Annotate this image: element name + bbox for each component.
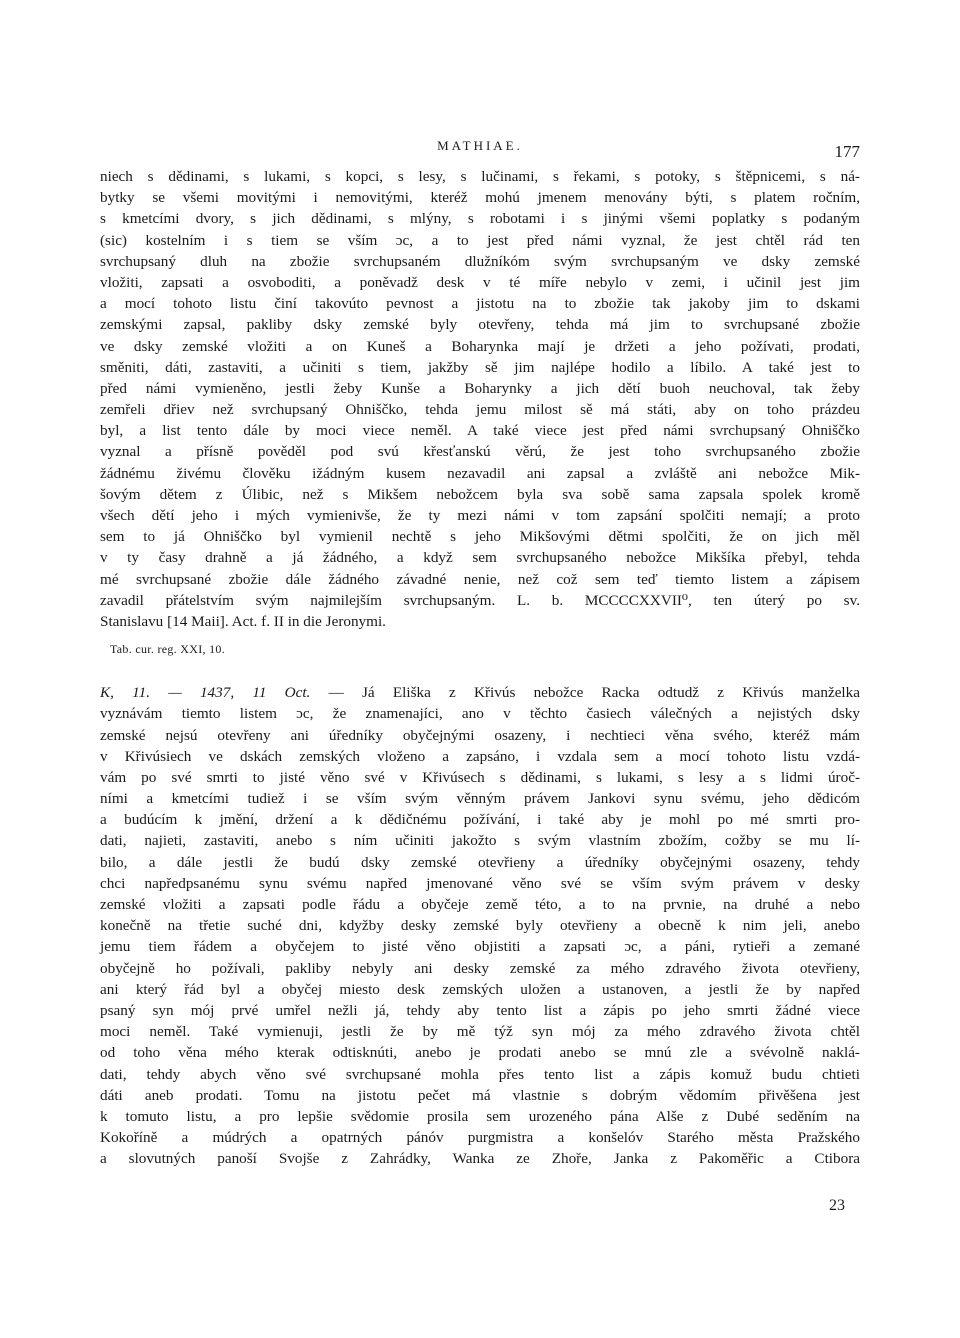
text-line: dáti aneb prodati. Tomu na jistotu pečet má vlastnie s dobrým vědomím přivěšena jest [100,1086,860,1104]
document-b-first-line [100,682,860,703]
text-line: ani který řád byl a obyčej miesto desk zemských uložen a ustanoven, a jestli že by napřed [100,980,860,998]
text-line: obyčejně ho požívali, pakliby nebyly ani desky zemské za mého zdravého života otevřieny, [100,959,860,977]
text-line: Stanislavu [14 Maii]. Act. f. II in die Jeronymi. [100,612,386,630]
page-number: 177 [834,142,860,161]
text-line: mé svrchupsané zbožie dále žádného závadné nenie, než což sem teď tiemto listem a zápisem [100,570,860,588]
text-line: (sic) kostelním i s tiem se vším ɔc, a to jest před námi vyznal, že jest chtěl rád ten [100,231,860,249]
text-line: zavadil přátelstvím svým najmilejším svrchupsaným. L. b. MCCCCXXVII⁰, ten úterý po sv. [100,591,860,609]
text-line: dati, tehdy abych věno své svrchupsané mohla přes tento list a zápis komuž budu chtieti [100,1065,860,1083]
text-line: zemřeli dřiev než svrchupsaný Ohniščko, tehda jemu milost sě má státi, aby on toho prázdeu [100,401,860,419]
text-line: sem to já Ohniščko byl vymienil nechtě s jeho Mikšovými dětmi spolčiti, že on jich měl [100,528,860,546]
document-b-first-line-rest: — Já Eliška z Křivús nebožce Racka odtudž z Křivús manželka [310,684,860,702]
text-line: zemskými zapsal, pakliby dsky zemské byly otevřeny, tehda má jim to svrchupsané zbožie [100,316,860,334]
text-line: Kokoříně a múdrých a opatrných pánóv purgmistra a konšelóv Starého města Pražského [100,1129,860,1147]
text-line: před námi vymieněno, jestli žeby Kunše a Boharynky a jich dětí buoh neuchoval, tak žeby [100,379,860,397]
section-spacer [100,660,860,682]
text-line: s kmetcími dvory, s jich dědinami, s mlýny, s robotami i s jinými všemi poplatky s podaným [100,210,860,228]
running-head [100,136,860,166]
text-line: a slovutných panoší Svojše z Zahrádky, Wanka ze Zhoře, Janka z Pakoměřic a Ctibora [100,1150,860,1168]
text-line: šovým dětem z Úlibic, než s Mikšem nebožcem byla sva sobě sama zapsala spolek kromě [100,485,860,503]
text-line: svrchupsaný dluh na zbožie svrchupsaném dlužníkóm svým svrchupsaným ve dsky zemské [100,252,860,270]
signature-mark: 23 [829,1197,845,1214]
running-title: MATHIAE. [437,138,523,153]
text-line: psaný syn mój prvé umřel nežli já, tehdy aby tento list a zápis po jeho smrti žádné viece [100,1001,860,1019]
text-line: směniti, dáti, zastaviti, a učiniti s tiem, jakžby sě jim najlépe hodilo a líbilo. A také jest to [100,358,860,376]
text-line: vyznávám tiemto listem ɔc, že znamenajíci, ano v těchto časiech válečných a nejistých dsky [100,705,860,723]
document-b-text [100,703,860,1169]
text-line: jemu tiem řádem a obyčejem to jisté věno objistiti a zapsati ɔc, a páni, rytieři a zemané [100,938,860,956]
text-line: žádnému živému člověku ižádným kusem nezavadil ani zapsal a zvláště ani nebožce Mik- [100,464,860,482]
source-note: Tab. cur. reg. XXI, 10. [110,642,226,657]
text-line: moci neměl. Také vymienuji, jestli že by mě týž syn mój za mého zdravého života chtěl [100,1023,860,1041]
text-line: byl, a list tento dále by moci viece neměl. A také viece jest před námi svrchupsaný Ohniščko [100,422,860,440]
text-line: ve dsky zemské vložiti a on Kuneš a Boharynka mají je držeti a jeho požívati, prodati, [100,337,860,355]
text-line: zemské nejsú otevřeny ani úředníky obyčejnými osazeny, i nechtieci věna svého, kteréž mám [100,726,860,744]
text-line: zemské vložiti a zapsati podle řádu a obyčeje země této, a to na prvnie, na druhé a nebo [100,896,860,913]
text-line: chci napředpsanému synu svému napřed jmenované věno své se vším svým právem v desky [100,874,860,892]
text-line: k tomuto listu, a pro lepšie svědomie prosila sem urozeného pána Alše z Dubé seděním na [100,1107,860,1125]
text-line: vám po své smrti to jisté věno své v Křivúsech s dědinami, s lukami, s lesy a s lidmi úroč- [100,768,860,786]
text-line: bilo, a dále jestli že budú dsky zemské otevřieny a úředníky obyčejnými osazeny, tehdy [100,853,860,871]
text-line: dati, najieti, zastaviti, anebo s ním učiniti jakožto s svým vlastním zbožím, cožby se mu lí- [100,832,860,850]
text-line: v Křivúsiech ve dskách zemských vloženo a zapsáno, i vzdala sem a mocí tohoto listu vzdá- [100,747,860,765]
text-line: v ty časy drahně a já žádného, a když sem svrchupsaného nebožce Mikšíka přebyl, tehda [100,549,860,567]
text-line: ními a kmetcími tudiež i se vším svým věnným právem Jankovi synu svému, jeho dědicóm [100,790,860,808]
text-line: od toho věna mého kterak odtisknúti, anebo je prodati anebo se mnú zle a svévolně naklá- [100,1044,860,1062]
text-line: všech dětí jeho i mých vymienivše, že ty mezi námi v tom zapsání spolčiti nemají; a proto [100,507,860,524]
text-line: a mocí tohoto listu činí takovúto pevnost a jistotu na to zbožie tak jakoby jim to dskami [100,295,860,313]
document-b-heading: K, 11. — 1437, 11 Oct. [100,684,311,702]
text-line: bytky se všemi movitými i nemovitými, kteréž mohú jmenem menovány býti, s platem ročním, [100,189,860,207]
document-a-text [100,166,860,632]
text-line: vložiti, zapsati a osvoboditi, a poněvadž desk v té míře nebylo v zemi, i učinil jest jim [100,273,860,291]
page [100,136,860,1169]
text-line: konečně na třetie suché dni, kdyžby desky zemské byly otevřieny a obecně k nim jeli, anebo [100,917,860,935]
text-line: vyznal a přísně pověděl pod svú křesťanskú věrú, že jest toho svrchupsaného zbožie [100,443,860,461]
text-line: niech s dědinami, s lukami, s kopci, s lesy, s lučinami, s řekami, s potoky, s štěpnicemi, s ná- [100,168,860,185]
text-line: a budúcím k jmění, držení a k dědičnému požívání, i také aby je mohl po mé smrti pro- [100,811,860,829]
